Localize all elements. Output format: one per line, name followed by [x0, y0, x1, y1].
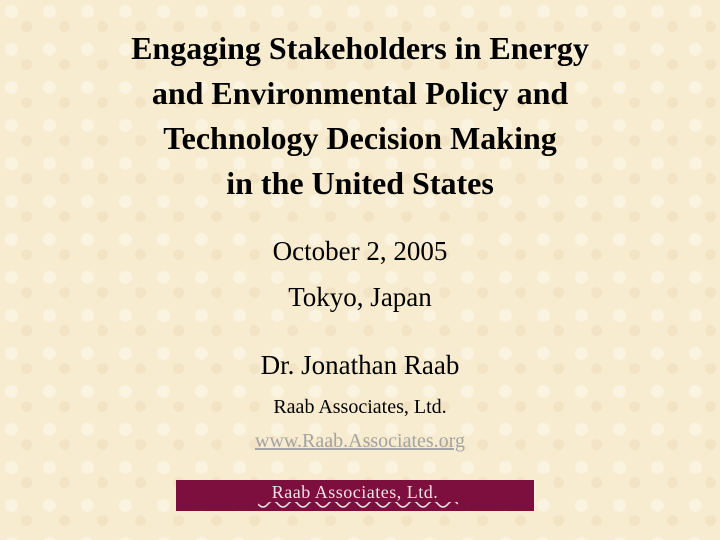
title-line-3: Technology Decision Making: [163, 120, 557, 156]
presenter-organization: Raab Associates, Ltd.: [273, 396, 447, 418]
presenter-name: Dr. Jonathan Raab: [260, 350, 460, 380]
logo-wave-ornament: [258, 502, 458, 510]
title-line-2: and Environmental Policy and: [151, 75, 569, 111]
slide-title: [40, 26, 680, 206]
company-logo: [176, 480, 534, 511]
logo-text: Raab Associates, Ltd.: [271, 482, 439, 502]
title-line-4: in the United States: [226, 165, 494, 201]
title-line-1: Engaging Stakeholders in Energy: [131, 30, 589, 66]
event-date: October 2, 2005: [272, 236, 448, 266]
event-location: Tokyo, Japan: [288, 282, 432, 312]
website-link[interactable]: www.Raab.Associates.org: [255, 430, 465, 452]
